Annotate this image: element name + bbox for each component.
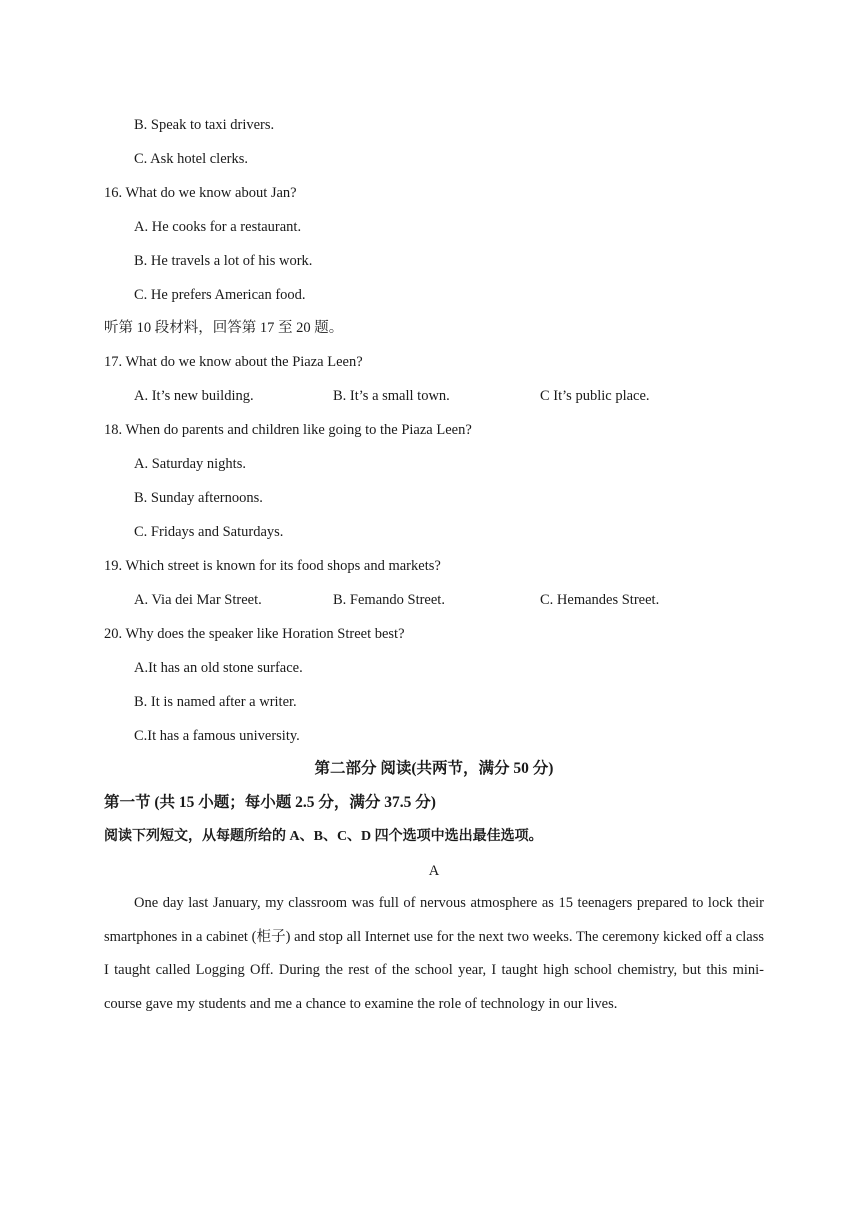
- part2-title: 第二部分 阅读(共两节，满分 50 分): [314, 760, 554, 777]
- q17-option-a: A. It’s new building.: [134, 388, 254, 404]
- passage-label: A: [428, 863, 440, 879]
- q16-option-a: A. He cooks for a restaurant.: [134, 219, 302, 235]
- q20-option-c: C.It has a famous university.: [134, 728, 300, 744]
- passage-a-paragraph: One day last January, my classroom was full of nervous atmosphere as 15 teenagers prepared to lock their smartphones in a cabinet (柜子) and stop all Internet use for the next two weeks. The ceremony kicked off a class I taught called Logging Off. During the rest of the school year, I taught high school chemistry, but this mini-course gave my students and me a chance to examine the role of technology in our lives.: [104, 895, 764, 1012]
- section1-instruction: 阅读下列短文，从每题所给的 A、B、C、D 四个选项中选出最佳选项。: [104, 829, 543, 844]
- q18-option-c: C. Fridays and Saturdays.: [134, 524, 284, 540]
- q17-question: 17. What do we know about the Piaza Leen?: [104, 354, 363, 370]
- q15-option-b: B. Speak to taxi drivers.: [134, 117, 275, 133]
- q18-option-b: B. Sunday afternoons.: [134, 490, 263, 506]
- q17-option-b: B. It’s a small town.: [333, 388, 450, 404]
- q18-option-a: A. Saturday nights.: [134, 456, 246, 472]
- q20-option-a: A.It has an old stone surface.: [134, 660, 303, 676]
- q18-question: 18. When do parents and children like going to the Piaza Leen?: [104, 422, 472, 438]
- q16-option-b: B. He travels a lot of his work.: [134, 253, 313, 269]
- q15-option-c: C. Ask hotel clerks.: [134, 151, 248, 167]
- q16-question: 16. What do we know about Jan?: [104, 185, 297, 201]
- section1-title: 第一节 (共 15 小题；每小题 2.5 分，满分 37.5 分): [104, 794, 436, 811]
- q17-option-c: C It’s public place.: [540, 388, 650, 404]
- q20-option-b: B. It is named after a writer.: [134, 694, 297, 710]
- listening-instruction-10: 听第 10 段材料，回答第 17 至 20 题。: [104, 320, 344, 336]
- q16-option-c: C. He prefers American food.: [134, 287, 306, 303]
- q19-question: 19. Which street is known for its food shops and markets?: [104, 558, 441, 574]
- q19-option-b: B. Femando Street.: [333, 592, 445, 608]
- q19-option-a: A. Via dei Mar Street.: [134, 592, 262, 608]
- q19-option-c: C. Hemandes Street.: [540, 592, 660, 608]
- q20-question: 20. Why does the speaker like Horation Street best?: [104, 626, 405, 642]
